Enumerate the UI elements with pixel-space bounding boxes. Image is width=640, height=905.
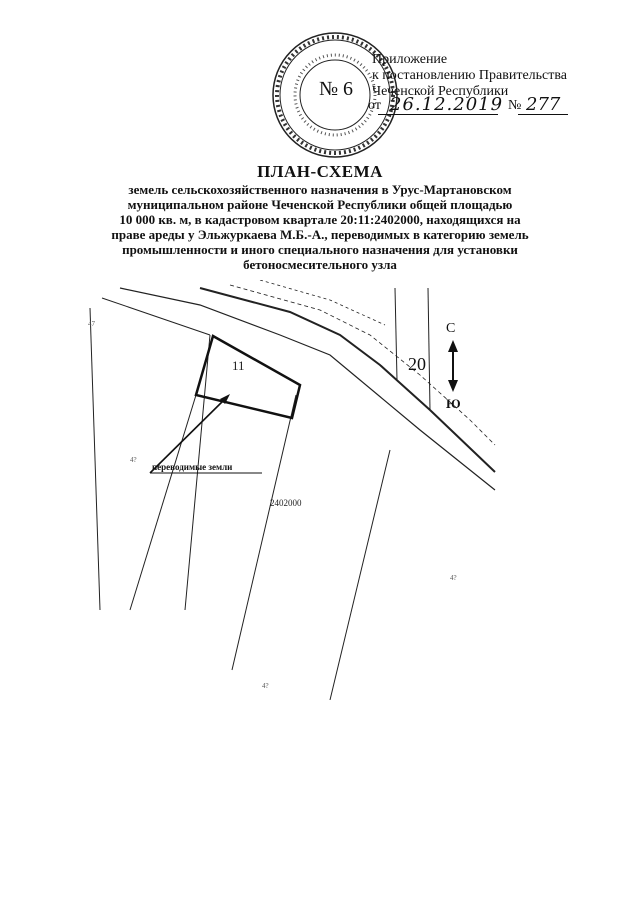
subtitle-line: муниципальном районе Чеченской Республики общей площадью bbox=[127, 197, 513, 212]
quarter-big-number: 20 bbox=[408, 354, 426, 374]
north-south-arrow bbox=[448, 340, 458, 392]
small-mark: 4? bbox=[130, 456, 137, 464]
decree-date-row bbox=[368, 96, 568, 116]
parcel-number: 11 bbox=[232, 358, 245, 373]
boundary-lines bbox=[90, 288, 430, 700]
subtitle-line: праве ареды у Эльжуркаева М.Б.-А., переводимых в категорию земель bbox=[111, 227, 529, 242]
cadastral-map bbox=[0, 280, 640, 700]
parcel-11-outline bbox=[196, 336, 300, 418]
quarter-label: 2402000 bbox=[270, 498, 302, 508]
subtitle-line: бетоносмесительного узла bbox=[243, 257, 397, 272]
arrow-caption: переводимые земли bbox=[152, 462, 233, 472]
decree-number: 277 bbox=[526, 94, 561, 115]
small-mark: 4? bbox=[450, 574, 457, 582]
number-label: № bbox=[508, 98, 522, 113]
number-underline bbox=[518, 114, 568, 115]
north-label: С bbox=[446, 321, 456, 336]
appendix-header bbox=[372, 52, 567, 100]
subtitle-line: 10 000 кв. м, в кадастровом квартале 20:11:2402000, находящихся на bbox=[119, 212, 521, 227]
appendix-line: к постановлению Правительства bbox=[372, 68, 568, 83]
date-underline bbox=[378, 114, 498, 115]
seal-number: № 6 bbox=[318, 78, 354, 100]
small-mark: 47 bbox=[88, 320, 95, 328]
appendix-line: Чеченской Республики bbox=[372, 84, 509, 99]
from-label: от bbox=[368, 98, 381, 113]
appendix-line: Приложение bbox=[372, 52, 448, 67]
subtitle-line: земель сельскохозяйственного назначения в Урус-Мартановском bbox=[128, 182, 512, 197]
document-title: ПЛАН-СХЕМА bbox=[257, 162, 383, 181]
south-label: Ю bbox=[446, 396, 461, 411]
decree-date: 26.12.2019 bbox=[390, 94, 504, 115]
small-mark: 4? bbox=[262, 682, 269, 690]
subtitle-line: промышленности и иного специального назначения для установки bbox=[122, 242, 518, 257]
document-subtitle bbox=[90, 182, 550, 272]
